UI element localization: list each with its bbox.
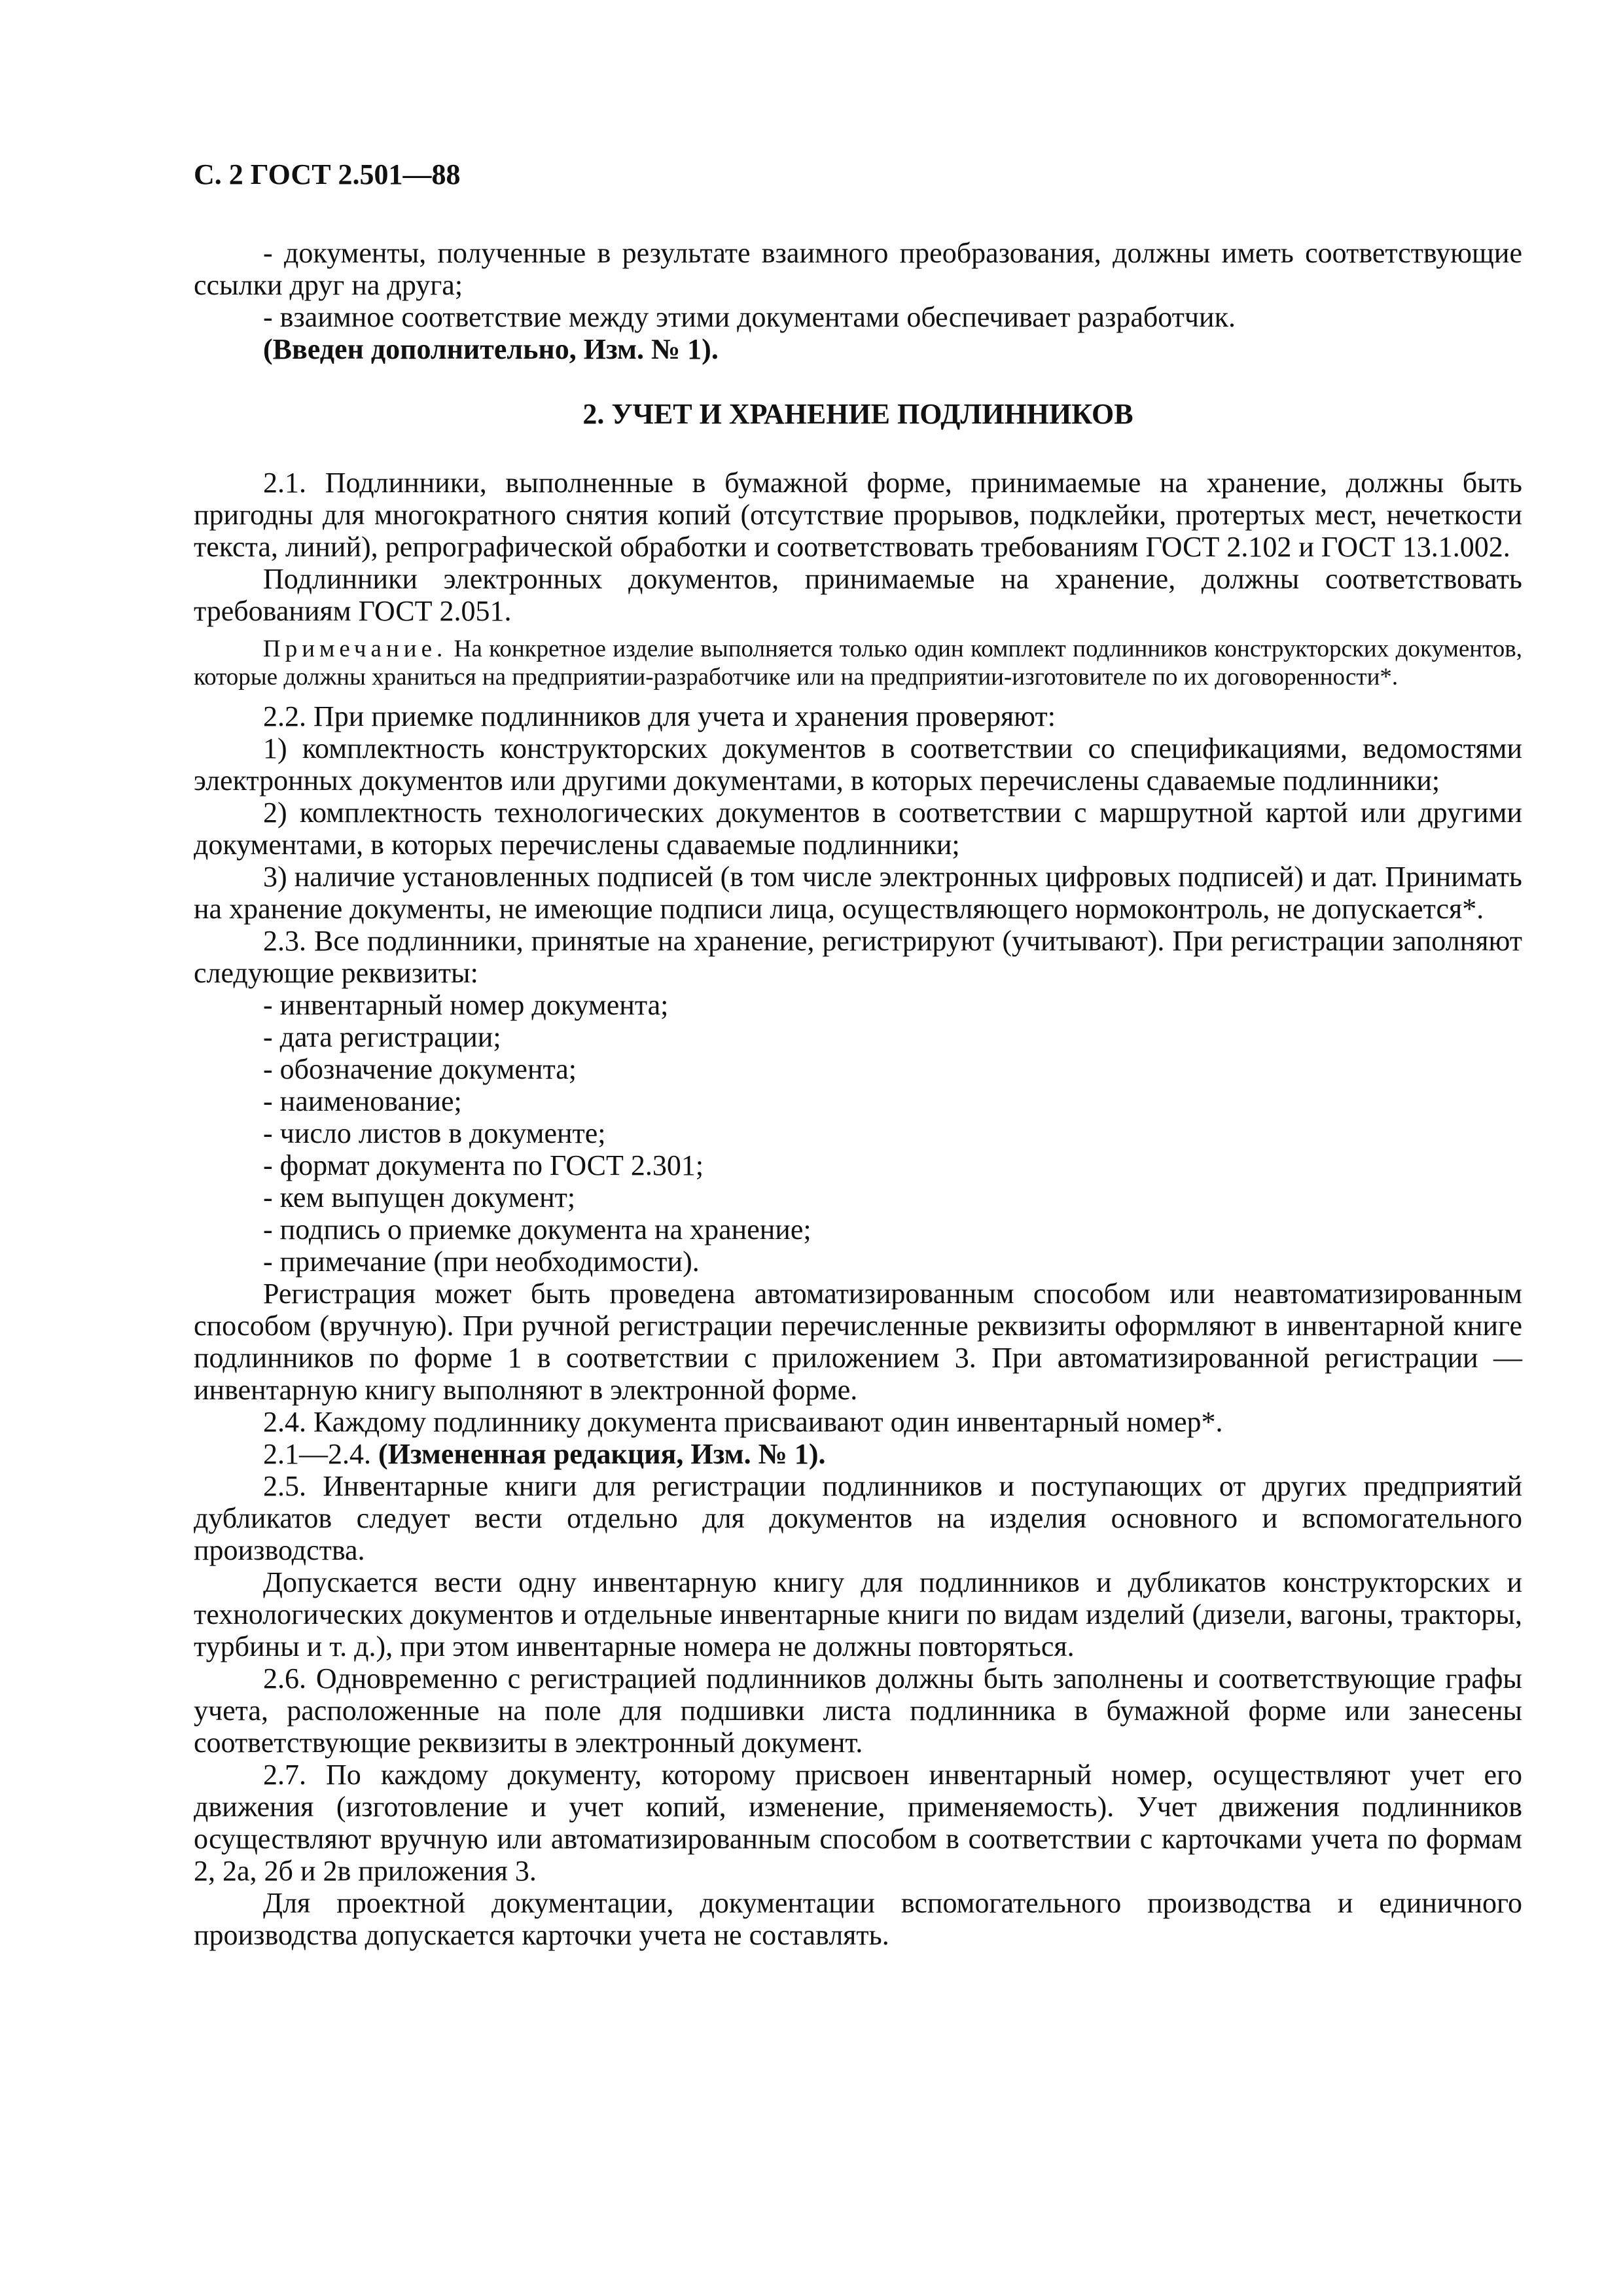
section-title: 2. УЧЕТ И ХРАНЕНИЕ ПОДЛИННИКОВ (582, 398, 1133, 430)
paragraph-2-2-item-3: 3) наличие установленных подписей (в том числе электронных цифровых подписей) и дат. Принимать на хранение документы, не имеющие подписи лица, осуществляющего нормоконтроль, не допускается*. (194, 861, 1522, 925)
paragraph-2-1-2-4-amendment (194, 1438, 1522, 1470)
intro-amendment: (Введен дополнительно, Изм. № 1). (263, 333, 719, 365)
list-item: - инвентарный номер документа; (263, 989, 669, 1021)
note-text: На конкретное изделие выполняется только один комплект подлинников конструкторских документов, которые должны храниться на предприятии-разработчике или на предприятии-изготовителе по их договоренности*. (194, 636, 1522, 691)
list-item: - обозначение документа; (263, 1053, 577, 1085)
paragraph-2-5: 2.5. Инвентарные книги для регистрации подлинников и поступающих от других предприятий дубликатов следует вести отдельно для документов на изделия основного и вспомогательного производства. (194, 1470, 1522, 1566)
list-item: - подпись о приемке документа на хранение; (263, 1213, 812, 1246)
paragraph-2-3: 2.3. Все подлинники, принятые на хранение, регистрируют (учитывают). При регистрации заполняют следующие реквизиты: (194, 925, 1522, 989)
paragraph-2-7: 2.7. По каждому документу, которому присвоен инвентарный номер, осуществляют учет его движения (изготовление и учет копий, изменение, применяемость). Учет движения подлинников осуществляют вручную или автоматизированным способом в соответствии с карточками учета по формам 2, 2а, 2б и 2в приложения 3. (194, 1759, 1522, 1887)
intro-dash-1: - документы, полученные в результате взаимного преобразования, должны иметь соответствующие ссылки друг на друга; (194, 237, 1522, 301)
note-paragraph (194, 635, 1522, 691)
list-item: - формат документа по ГОСТ 2.301; (263, 1149, 704, 1181)
amendment-note: (Измененная редакция, Изм. № 1). (378, 1438, 826, 1470)
paragraph-2-7-project: Для проектной документации, документации вспомогательного производства и единичного производства допускается карточки учета не составлять. (194, 1887, 1522, 1951)
paragraph-2-1: 2.1. Подлинники, выполненные в бумажной форме, принимаемые на хранение, должны быть пригодны для многократного снятия копий (отсутствие прорывов, подклейки, протертых мест, нечеткости текста, линий), репрографической обработки и соответствовать требованиям ГОСТ 2.102 и ГОСТ 13.1.002. (194, 467, 1522, 563)
paragraph-2-5-books: Допускается вести одну инвентарную книгу для подлинников и дубликатов конструкторских и технологических документов и отдельные инвентарные книги по видам изделий (дизели, вагоны, тракторы, турбины и т. д.), при этом инвентарные номера не должны повторяться. (194, 1566, 1522, 1662)
requisites-list (194, 989, 1522, 1278)
list-item: - кем выпущен документ; (263, 1181, 576, 1213)
paragraph-2-6: 2.6. Одновременно с регистрацией подлинников должны быть заполнены и соответствующие графы учета, расположенные на поле для подшивки листа подлинника в бумажной форме или занесены соответствующие реквизиты в электронный документ. (194, 1662, 1522, 1759)
list-item: - наименование; (263, 1085, 462, 1117)
amendment-range: 2.1—2.4. (263, 1438, 378, 1470)
document-page (194, 158, 1522, 1951)
page-header: С. 2 ГОСТ 2.501—88 (194, 158, 461, 190)
paragraph-2-4: 2.4. Каждому подлиннику документа присваивают один инвентарный номер*. (263, 1406, 1223, 1438)
paragraph-2-1-electronic: Подлинники электронных документов, принимаемые на хранение, должны соответствовать требованиям ГОСТ 2.051. (194, 563, 1522, 627)
intro-dash-2: - взаимное соответствие между этими документами обеспечивает разработчик. (263, 301, 1236, 333)
paragraph-2-3-registration: Регистрация может быть проведена автоматизированным способом или неавтоматизированным способом (вручную). При ручной регистрации перечисленные реквизиты оформляют в инвентарной книге подлинников по форме 1 в соответствии с приложением 3. При автоматизированной регистрации — инвентарную книгу выполняют в электронной форме. (194, 1278, 1522, 1406)
list-item: - число листов в документе; (263, 1117, 606, 1149)
list-item: - дата регистрации; (263, 1021, 501, 1053)
paragraph-2-2-item-1: 1) комплектность конструкторских документов в соответствии со спецификациями, ведомостями электронных документов или другими документами, в которых перечислены сдаваемые подлинники; (194, 732, 1522, 797)
paragraph-2-2: 2.2. При приемке подлинников для учета и хранения проверяют: (263, 700, 1056, 732)
list-item: - примечание (при необходимости). (263, 1246, 700, 1278)
paragraph-2-2-item-2: 2) комплектность технологических документов в соответствии с маршрутной картой или другими документами, в которых перечислены сдаваемые подлинники; (194, 797, 1522, 861)
note-label: Примечание. (263, 636, 448, 662)
